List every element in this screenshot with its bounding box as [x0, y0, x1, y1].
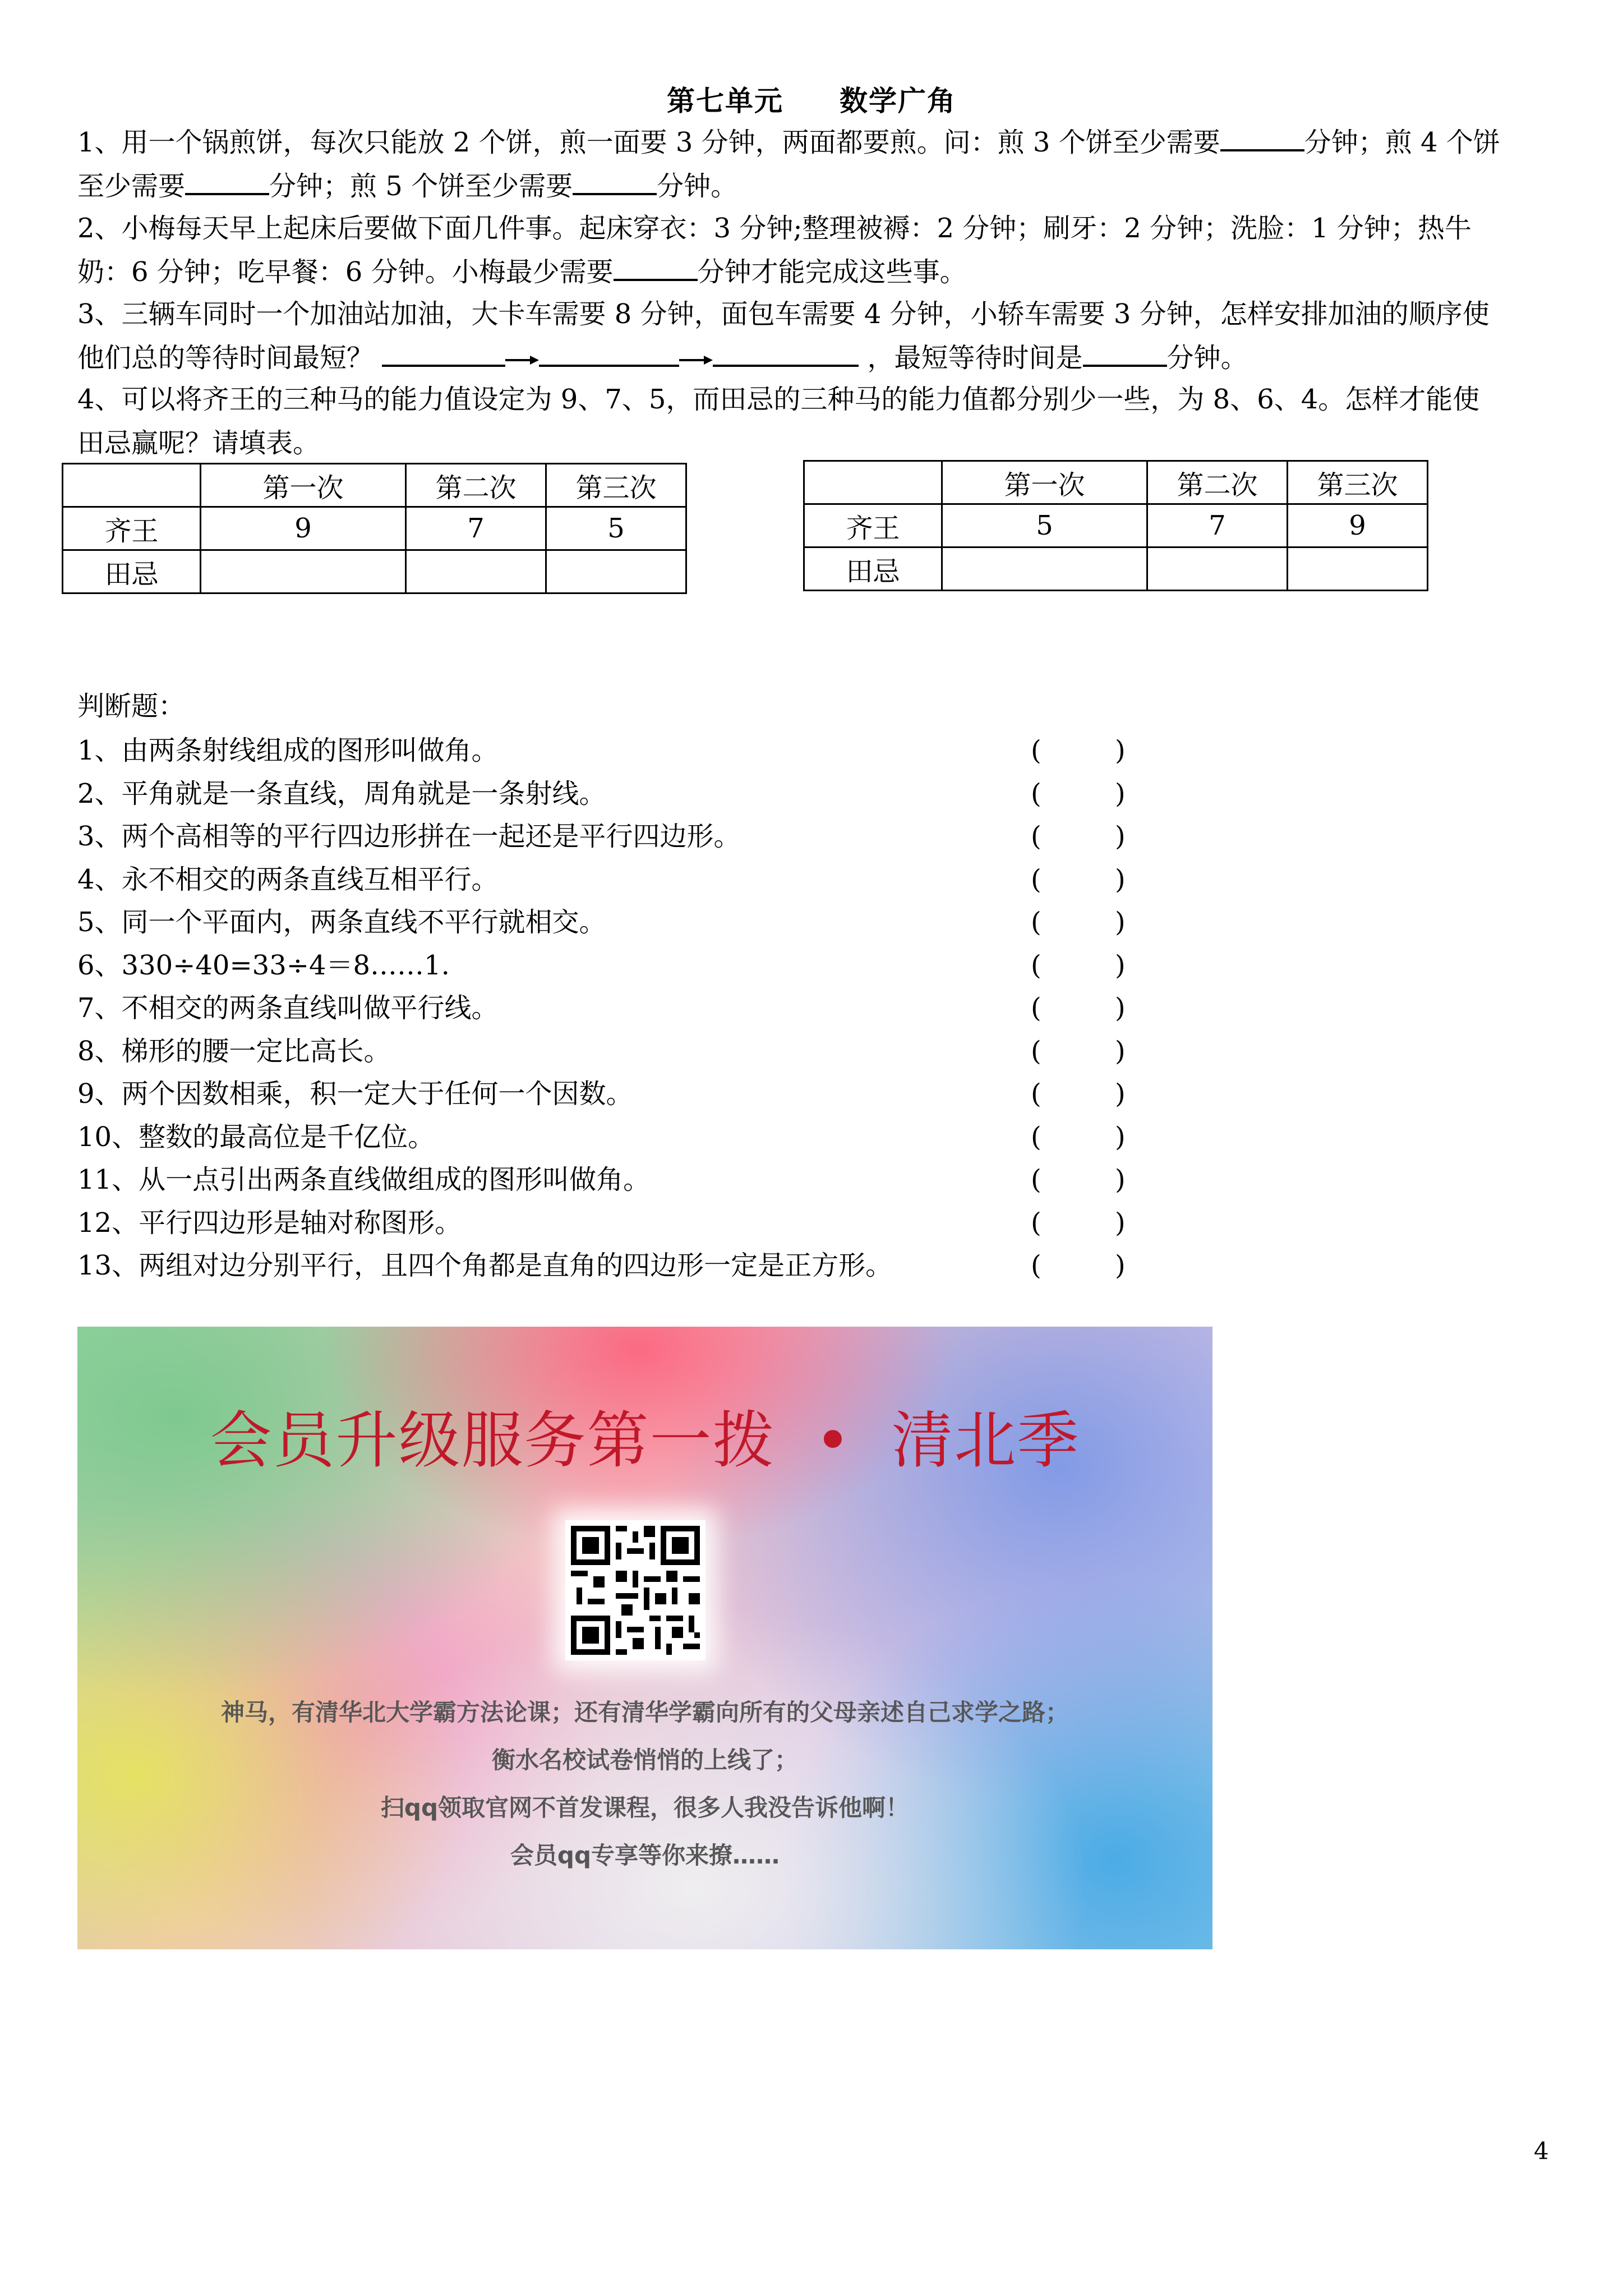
judge-heading: 判断题：	[77, 691, 186, 722]
table-row: 齐王 9 7 5	[63, 507, 686, 550]
banner-line: 神马，有清华北大学霸方法论课；还有清华学霸向所有的父母亲述自己求学之路；	[220, 1699, 1069, 1726]
right-paren: )	[1115, 949, 1126, 981]
left-paren: (	[1031, 1121, 1041, 1153]
judge-item	[77, 772, 1199, 815]
right-paren: )	[1115, 1121, 1126, 1153]
qr-code-icon[interactable]	[565, 1520, 706, 1660]
right-paren: )	[1115, 1078, 1126, 1110]
right-paren: )	[1115, 907, 1126, 938]
judge-item	[77, 858, 1199, 901]
answer-blank[interactable]	[185, 171, 269, 195]
left-paren: (	[1031, 1207, 1041, 1239]
judge-item-text: 10、整数的最高位是千亿位。	[77, 1121, 435, 1153]
right-paren: )	[1115, 777, 1126, 809]
table-row: 田忌	[804, 547, 1428, 591]
banner-headline: 会员升级服务第一拨 • 清北季	[210, 1405, 1080, 1476]
unit-title: 第七单元	[667, 84, 783, 117]
order-blank-2[interactable]	[539, 342, 679, 367]
answer-blank[interactable]	[614, 256, 698, 281]
left-paren: (	[1031, 992, 1041, 1024]
left-paren: (	[1031, 1250, 1041, 1281]
judge-item	[77, 944, 1199, 987]
problem-4: 4、可以将齐王的三种马的能力值设定为 9、7、5，而田忌的三种马的能力值都分别少一些，为 8、6、4。怎样才能使 田忌赢呢？请填表。	[77, 384, 1480, 459]
right-paren: )	[1115, 863, 1126, 895]
judge-item-text: 13、两组对边分别平行，且四个角都是直角的四边形一定是正方形。	[77, 1250, 893, 1281]
judge-item	[77, 1244, 1199, 1287]
judge-item-text: 1、由两条射线组成的图形叫做角。	[77, 735, 499, 766]
banner-line: 会员qq专享等你来撩……	[510, 1842, 780, 1869]
right-paren: )	[1115, 1250, 1126, 1281]
page-title	[0, 79, 1623, 119]
judge-item-text: 2、平角就是一条直线，周角就是一条射线。	[77, 777, 606, 809]
table-row: 齐王 5 7 9	[804, 504, 1428, 547]
judge-item-text: 11、从一点引出两条直线做组成的图形叫做角。	[77, 1164, 651, 1195]
left-paren: (	[1031, 1164, 1041, 1195]
left-paren: (	[1031, 907, 1041, 938]
left-paren: (	[1031, 1035, 1041, 1067]
answer-blank[interactable]	[573, 171, 657, 195]
problem-2: 2、小梅每天早上起床后要做下面几件事。起床穿衣：3 分钟;整理被褥：2 分钟；刷牙：2 分钟；洗脸：1 分钟；热牛 奶：6 分钟；吃早餐：6 分钟。小梅最少需要 分钟才能完成这些事。	[77, 213, 1472, 288]
judge-item	[77, 729, 1199, 772]
right-paren: )	[1115, 1035, 1126, 1067]
judge-item-text: 5、同一个平面内，两条直线不平行就相交。	[77, 907, 606, 938]
left-paren: (	[1031, 735, 1041, 766]
judge-item-text: 12、平行四边形是轴对称图形。	[77, 1207, 462, 1239]
horse-table-1	[62, 463, 687, 594]
left-paren: (	[1031, 777, 1041, 809]
order-blank-1[interactable]	[382, 342, 505, 367]
left-paren: (	[1031, 949, 1041, 981]
judge-item-text: 9、两个因数相乘，积一定大于任何一个因数。	[77, 1078, 633, 1110]
judge-item-text: 4、永不相交的两条直线互相平行。	[77, 863, 499, 895]
judge-item	[77, 1073, 1199, 1115]
answer-cell[interactable]	[1288, 547, 1428, 591]
right-paren: )	[1115, 1207, 1126, 1239]
judge-item	[77, 1158, 1199, 1201]
right-paren: )	[1115, 992, 1126, 1024]
right-paren: )	[1115, 821, 1126, 852]
arrow-icon	[505, 355, 539, 366]
judge-item	[77, 1030, 1199, 1073]
judge-item	[77, 815, 1199, 858]
table-header-row: 第一次 第二次 第三次	[804, 461, 1428, 504]
judge-item-text: 7、不相交的两条直线叫做平行线。	[77, 992, 499, 1024]
judge-item	[77, 1202, 1199, 1244]
judge-item	[77, 987, 1199, 1029]
table-row: 田忌	[63, 550, 686, 593]
problem-1: 1、用一个锅煎饼，每次只能放 2 个饼，煎一面要 3 分钟，两面都要煎。问：煎 3 个饼至少需要 分钟；煎 4 个饼 至少需要 分钟；煎 5 个饼至少需要 分钟。	[77, 127, 1500, 202]
judge-item-text: 8、梯形的腰一定比高长。	[77, 1035, 391, 1067]
problem-3: 3、三辆车同时一个加油站加油，大卡车需要 8 分钟，面包车需要 4 分钟，小轿车需要 3 分钟，怎样安排加油的顺序使 他们总的等待时间最短？ ，最短等待时间是 分钟。	[77, 298, 1490, 374]
answer-blank[interactable]	[1083, 342, 1167, 367]
left-paren: (	[1031, 821, 1041, 852]
banner-line: 衡水名校试卷悄悄的上线了；	[491, 1746, 798, 1774]
judge-item-text: 6、330÷40=33÷4＝8……1.	[77, 949, 450, 981]
answer-blank[interactable]	[1220, 127, 1304, 151]
answer-cell[interactable]	[1147, 547, 1288, 591]
judge-item	[77, 1116, 1199, 1158]
answer-cell[interactable]	[406, 550, 546, 593]
promo-banner	[77, 1327, 1212, 1949]
right-paren: )	[1115, 735, 1126, 766]
answer-cell[interactable]	[942, 547, 1147, 591]
banner-line: 扫qq领取官网不首发课程，很多人我没告诉他啊！	[380, 1794, 910, 1821]
arrow-icon	[679, 355, 713, 366]
judge-item-text: 3、两个高相等的平行四边形拼在一起还是平行四边形。	[77, 821, 741, 852]
table-header-row: 第一次 第二次 第三次	[63, 464, 686, 507]
judge-item	[77, 901, 1199, 944]
order-blank-3[interactable]	[713, 342, 859, 367]
left-paren: (	[1031, 863, 1041, 895]
page-number: 4	[1534, 2137, 1549, 2165]
horse-table-2	[803, 460, 1428, 591]
right-paren: )	[1115, 1164, 1126, 1195]
left-paren: (	[1031, 1078, 1041, 1110]
topic-title: 数学广角	[840, 84, 956, 117]
answer-cell[interactable]	[201, 550, 406, 593]
answer-cell[interactable]	[546, 550, 686, 593]
